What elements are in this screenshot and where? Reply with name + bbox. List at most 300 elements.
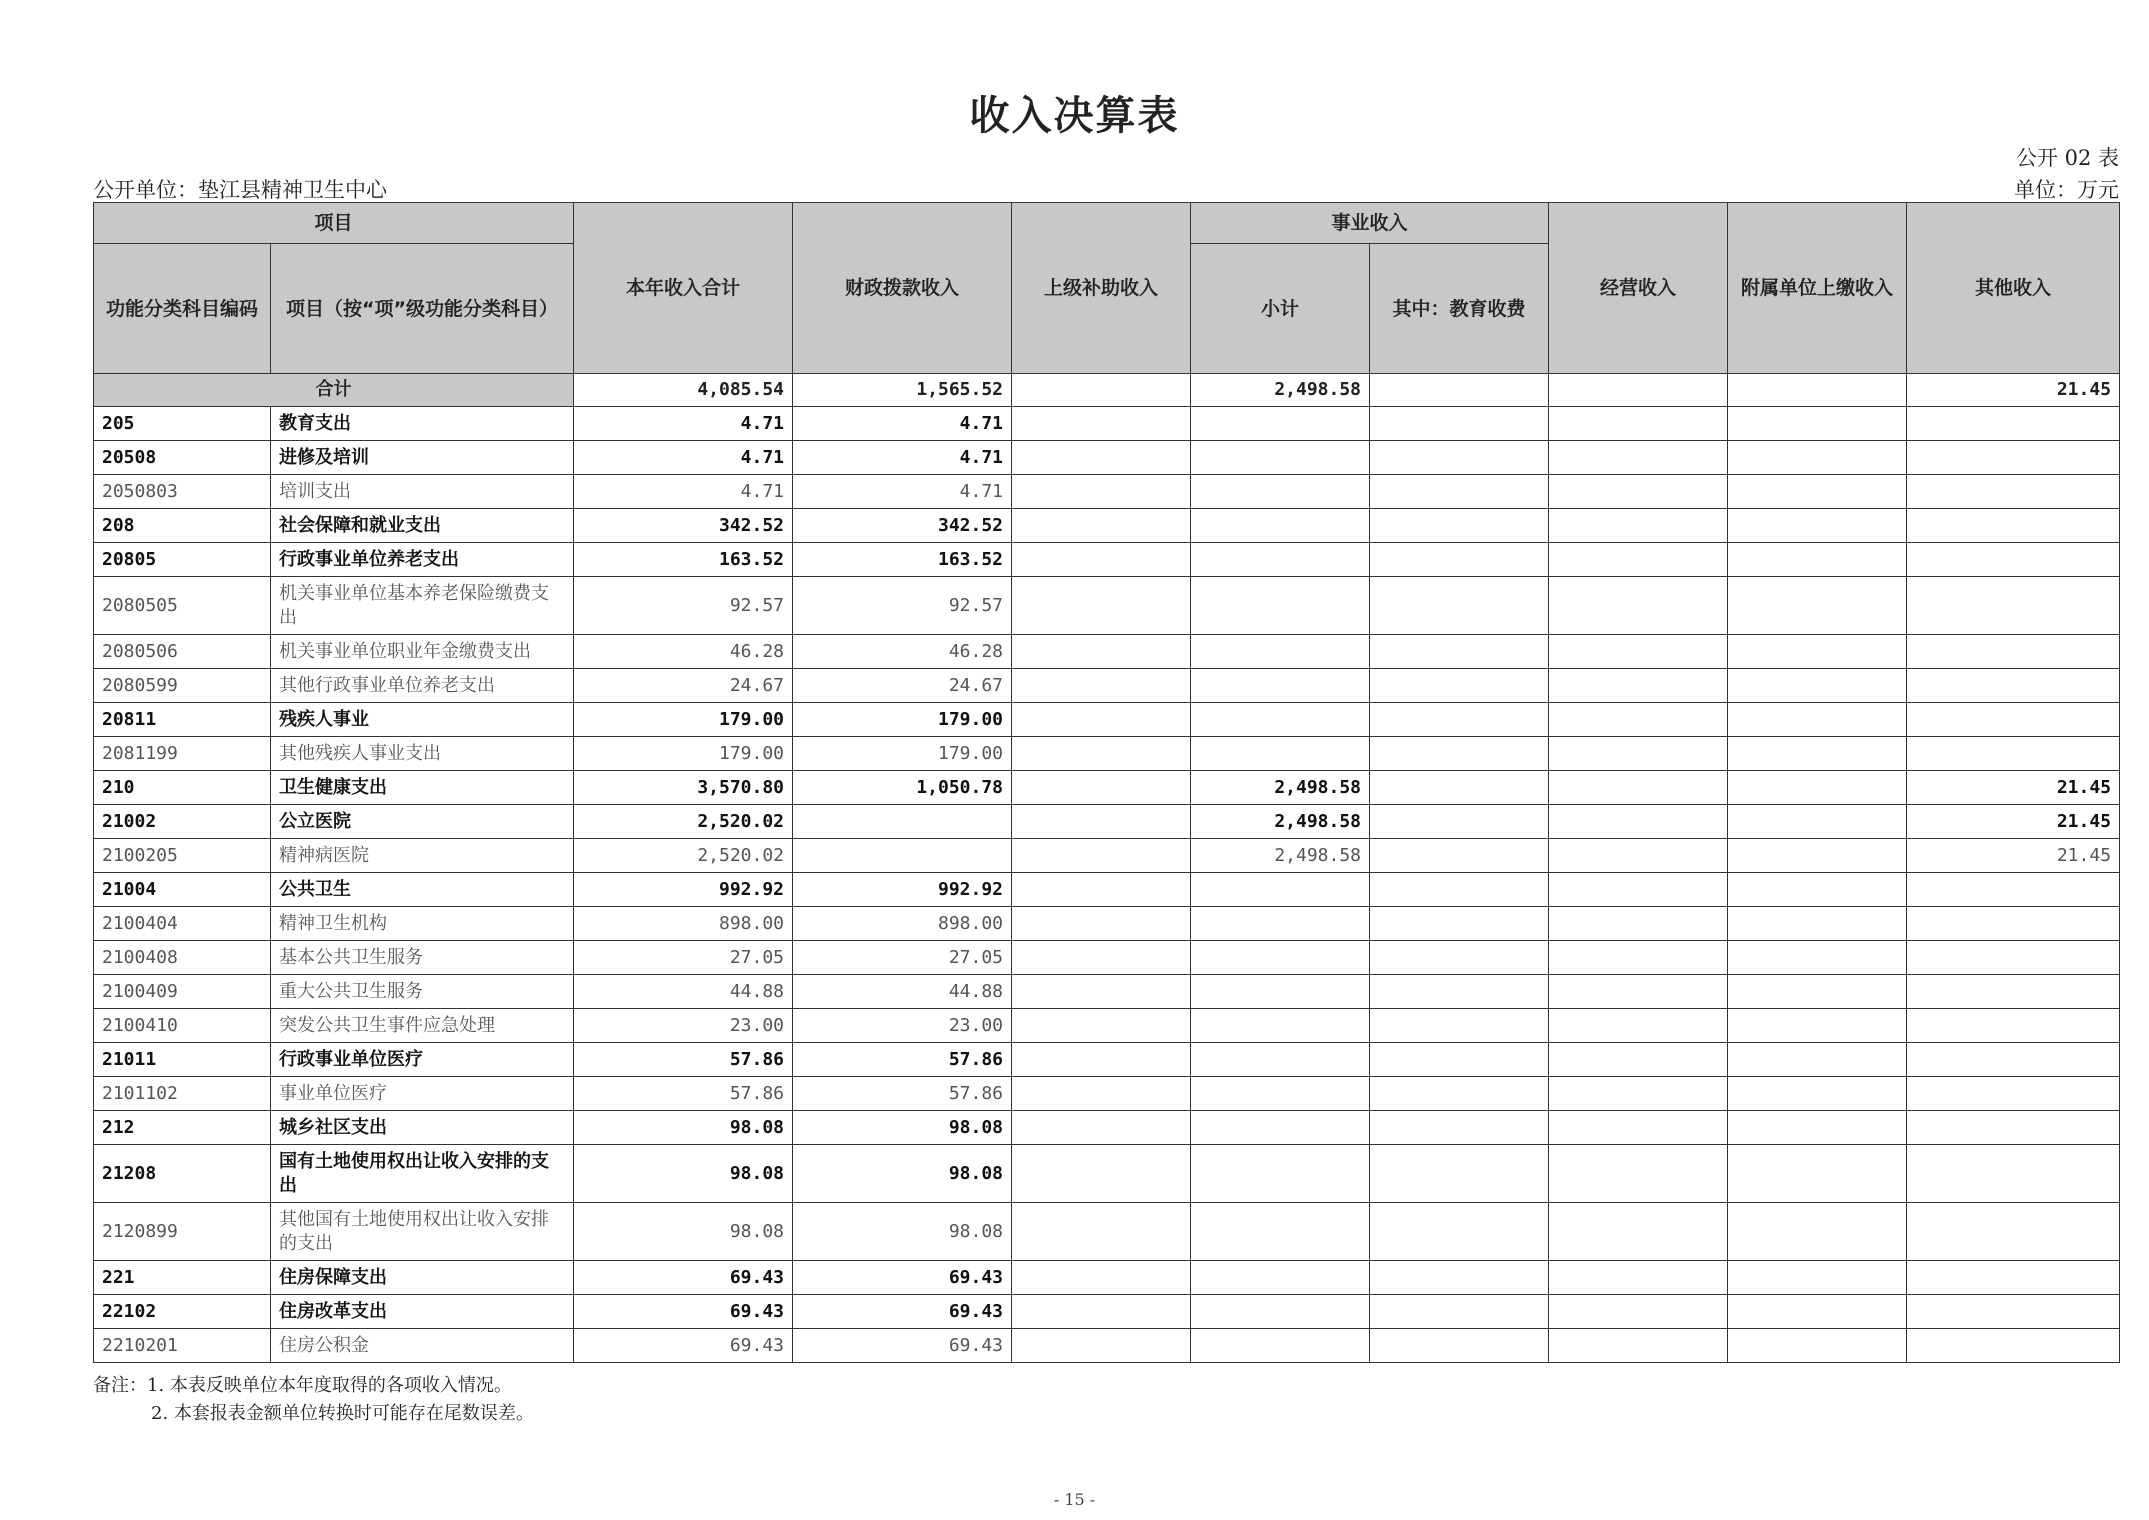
row-superior [1012, 543, 1191, 577]
row-code: 21011 [94, 1043, 271, 1077]
table-row [94, 475, 2120, 509]
row-edu-fee [1370, 1295, 1549, 1329]
row-operating [1549, 873, 1728, 907]
row-edu-fee [1370, 509, 1549, 543]
row-total: 98.08 [574, 1145, 793, 1203]
total-fiscal: 1,565.52 [793, 374, 1012, 407]
row-fiscal: 163.52 [793, 543, 1012, 577]
row-code: 208 [94, 509, 271, 543]
header-other: 其他收入 [1907, 203, 2120, 374]
row-affiliated [1728, 475, 1907, 509]
table-row [94, 635, 2120, 669]
table-row [94, 737, 2120, 771]
row-superior [1012, 907, 1191, 941]
row-name: 进修及培训 [271, 441, 574, 475]
row-name: 其他国有土地使用权出让收入安排的支出 [271, 1203, 574, 1261]
row-affiliated [1728, 1111, 1907, 1145]
row-superior [1012, 1077, 1191, 1111]
row-name: 住房保障支出 [271, 1261, 574, 1295]
row-fiscal: 98.08 [793, 1111, 1012, 1145]
row-superior [1012, 669, 1191, 703]
row-total: 98.08 [574, 1203, 793, 1261]
table-row [94, 975, 2120, 1009]
row-other [1907, 577, 2120, 635]
row-operating [1549, 407, 1728, 441]
table-row [94, 669, 2120, 703]
row-edu-fee [1370, 1009, 1549, 1043]
row-operating [1549, 509, 1728, 543]
row-fiscal: 57.86 [793, 1043, 1012, 1077]
row-fiscal: 1,050.78 [793, 771, 1012, 805]
row-edu-fee [1370, 669, 1549, 703]
row-operating [1549, 839, 1728, 873]
row-other [1907, 1043, 2120, 1077]
row-other [1907, 669, 2120, 703]
header-subtotal: 小计 [1191, 244, 1370, 374]
table-row [94, 1077, 2120, 1111]
row-total: 2,520.02 [574, 839, 793, 873]
row-affiliated [1728, 1043, 1907, 1077]
table-row [94, 1145, 2120, 1203]
row-affiliated [1728, 1295, 1907, 1329]
row-name: 社会保障和就业支出 [271, 509, 574, 543]
row-other [1907, 737, 2120, 771]
row-other [1907, 1203, 2120, 1261]
header-project: 项目 [94, 203, 574, 244]
row-fiscal: 898.00 [793, 907, 1012, 941]
total-label: 合计 [94, 374, 574, 407]
row-name: 基本公共卫生服务 [271, 941, 574, 975]
row-total: 4.71 [574, 441, 793, 475]
row-subtotal [1191, 1329, 1370, 1363]
row-superior [1012, 577, 1191, 635]
row-subtotal: 2,498.58 [1191, 805, 1370, 839]
row-superior [1012, 1043, 1191, 1077]
row-other [1907, 873, 2120, 907]
row-edu-fee [1370, 1077, 1549, 1111]
row-code: 205 [94, 407, 271, 441]
row-affiliated [1728, 805, 1907, 839]
row-total: 3,570.80 [574, 771, 793, 805]
row-other [1907, 475, 2120, 509]
row-superior [1012, 635, 1191, 669]
row-subtotal [1191, 669, 1370, 703]
row-name: 事业单位医疗 [271, 1077, 574, 1111]
row-total: 2,520.02 [574, 805, 793, 839]
table-row [94, 907, 2120, 941]
row-total: 69.43 [574, 1329, 793, 1363]
row-affiliated [1728, 975, 1907, 1009]
row-edu-fee [1370, 475, 1549, 509]
row-edu-fee [1370, 975, 1549, 1009]
table-row [94, 1329, 2120, 1363]
row-subtotal [1191, 1261, 1370, 1295]
table-row [94, 703, 2120, 737]
row-name: 教育支出 [271, 407, 574, 441]
row-operating [1549, 703, 1728, 737]
row-operating [1549, 669, 1728, 703]
row-affiliated [1728, 509, 1907, 543]
row-other [1907, 941, 2120, 975]
row-edu-fee [1370, 873, 1549, 907]
row-affiliated [1728, 577, 1907, 635]
row-superior [1012, 771, 1191, 805]
row-total: 44.88 [574, 975, 793, 1009]
row-operating [1549, 1077, 1728, 1111]
income-table [93, 202, 2120, 1363]
row-fiscal: 98.08 [793, 1203, 1012, 1261]
row-superior [1012, 975, 1191, 1009]
row-fiscal: 69.43 [793, 1295, 1012, 1329]
row-total: 992.92 [574, 873, 793, 907]
row-total: 23.00 [574, 1009, 793, 1043]
row-edu-fee [1370, 805, 1549, 839]
row-total: 98.08 [574, 1111, 793, 1145]
row-name: 培训支出 [271, 475, 574, 509]
row-operating [1549, 737, 1728, 771]
row-affiliated [1728, 441, 1907, 475]
row-subtotal [1191, 635, 1370, 669]
row-total: 898.00 [574, 907, 793, 941]
row-superior [1012, 805, 1191, 839]
row-other [1907, 407, 2120, 441]
row-superior [1012, 737, 1191, 771]
row-fiscal: 179.00 [793, 703, 1012, 737]
row-code: 2081199 [94, 737, 271, 771]
row-other [1907, 635, 2120, 669]
row-fiscal: 44.88 [793, 975, 1012, 1009]
row-subtotal [1191, 441, 1370, 475]
page-title: 收入决算表 [969, 93, 1180, 139]
header-edu-fee: 其中：教育收费 [1370, 244, 1549, 374]
row-affiliated [1728, 1261, 1907, 1295]
table-row [94, 577, 2120, 635]
row-operating [1549, 543, 1728, 577]
row-subtotal [1191, 1077, 1370, 1111]
row-name: 机关事业单位职业年金缴费支出 [271, 635, 574, 669]
row-operating [1549, 975, 1728, 1009]
row-operating [1549, 771, 1728, 805]
row-edu-fee [1370, 635, 1549, 669]
row-superior [1012, 941, 1191, 975]
row-edu-fee [1370, 907, 1549, 941]
row-operating [1549, 475, 1728, 509]
currency-unit: 单位：万元 [2014, 178, 2119, 202]
total-row [94, 374, 2120, 407]
row-affiliated [1728, 635, 1907, 669]
row-subtotal: 2,498.58 [1191, 771, 1370, 805]
row-superior [1012, 407, 1191, 441]
total-amount: 4,085.54 [574, 374, 793, 407]
row-superior [1012, 1203, 1191, 1261]
row-subtotal [1191, 475, 1370, 509]
table-row [94, 1111, 2120, 1145]
row-fiscal: 24.67 [793, 669, 1012, 703]
row-total: 4.71 [574, 475, 793, 509]
row-total: 27.05 [574, 941, 793, 975]
row-edu-fee [1370, 1261, 1549, 1295]
row-name: 重大公共卫生服务 [271, 975, 574, 1009]
row-edu-fee [1370, 1111, 1549, 1145]
row-name: 公共卫生 [271, 873, 574, 907]
row-code: 2100404 [94, 907, 271, 941]
row-fiscal: 27.05 [793, 941, 1012, 975]
row-total: 179.00 [574, 703, 793, 737]
row-affiliated [1728, 771, 1907, 805]
row-affiliated [1728, 669, 1907, 703]
row-edu-fee [1370, 703, 1549, 737]
row-total: 342.52 [574, 509, 793, 543]
row-code: 2050803 [94, 475, 271, 509]
row-operating [1549, 1329, 1728, 1363]
table-row [94, 805, 2120, 839]
row-other [1907, 907, 2120, 941]
row-subtotal [1191, 873, 1370, 907]
row-fiscal: 57.86 [793, 1077, 1012, 1111]
table-row [94, 1261, 2120, 1295]
row-operating [1549, 1111, 1728, 1145]
row-subtotal [1191, 941, 1370, 975]
row-affiliated [1728, 703, 1907, 737]
row-fiscal: 4.71 [793, 441, 1012, 475]
row-affiliated [1728, 737, 1907, 771]
row-code: 20508 [94, 441, 271, 475]
table-row [94, 771, 2120, 805]
row-superior [1012, 1261, 1191, 1295]
reporting-unit: 公开单位：垫江县精神卫生中心 [93, 178, 387, 202]
table-row [94, 407, 2120, 441]
row-operating [1549, 907, 1728, 941]
row-name: 突发公共卫生事件应急处理 [271, 1009, 574, 1043]
row-superior [1012, 475, 1191, 509]
row-fiscal: 46.28 [793, 635, 1012, 669]
row-code: 2100410 [94, 1009, 271, 1043]
row-code: 212 [94, 1111, 271, 1145]
row-superior [1012, 839, 1191, 873]
row-subtotal [1191, 1203, 1370, 1261]
total-edu-fee [1370, 374, 1549, 407]
row-code: 2120899 [94, 1203, 271, 1261]
row-edu-fee [1370, 441, 1549, 475]
row-other: 21.45 [1907, 771, 2120, 805]
note-1: 备注：1. 本表反映单位本年度取得的各项收入情况。 [93, 1375, 512, 1396]
row-total: 69.43 [574, 1295, 793, 1329]
row-subtotal [1191, 1145, 1370, 1203]
table-row [94, 1009, 2120, 1043]
row-code: 2100409 [94, 975, 271, 1009]
row-other: 21.45 [1907, 805, 2120, 839]
row-subtotal [1191, 1111, 1370, 1145]
row-code: 210 [94, 771, 271, 805]
row-other [1907, 1111, 2120, 1145]
row-edu-fee [1370, 737, 1549, 771]
row-other [1907, 1295, 2120, 1329]
row-other [1907, 1145, 2120, 1203]
total-operating [1549, 374, 1728, 407]
row-affiliated [1728, 407, 1907, 441]
row-operating [1549, 1009, 1728, 1043]
row-affiliated [1728, 941, 1907, 975]
note-2: 2. 本套报表金额单位转换时可能存在尾数误差。 [151, 1403, 534, 1424]
header-operating: 经营收入 [1549, 203, 1728, 374]
row-superior [1012, 703, 1191, 737]
row-operating [1549, 1261, 1728, 1295]
row-total: 179.00 [574, 737, 793, 771]
row-code: 2080506 [94, 635, 271, 669]
row-code: 20805 [94, 543, 271, 577]
row-superior [1012, 1009, 1191, 1043]
row-superior [1012, 1111, 1191, 1145]
table-row [94, 543, 2120, 577]
row-fiscal: 69.43 [793, 1261, 1012, 1295]
row-subtotal [1191, 407, 1370, 441]
header-superior: 上级补助收入 [1012, 203, 1191, 374]
row-other [1907, 1261, 2120, 1295]
row-total: 4.71 [574, 407, 793, 441]
row-code: 2100205 [94, 839, 271, 873]
form-code: 公开 02 表 [2015, 146, 2119, 170]
row-operating [1549, 805, 1728, 839]
row-name: 精神卫生机构 [271, 907, 574, 941]
row-total: 24.67 [574, 669, 793, 703]
row-code: 2100408 [94, 941, 271, 975]
row-total: 57.86 [574, 1077, 793, 1111]
row-affiliated [1728, 1145, 1907, 1203]
row-name: 住房改革支出 [271, 1295, 574, 1329]
row-edu-fee [1370, 1203, 1549, 1261]
row-other [1907, 543, 2120, 577]
row-code: 2210201 [94, 1329, 271, 1363]
row-operating [1549, 1203, 1728, 1261]
row-fiscal: 992.92 [793, 873, 1012, 907]
row-operating [1549, 1295, 1728, 1329]
row-other [1907, 1009, 2120, 1043]
row-name: 其他行政事业单位养老支出 [271, 669, 574, 703]
row-superior [1012, 1295, 1191, 1329]
row-affiliated [1728, 1203, 1907, 1261]
row-other [1907, 1077, 2120, 1111]
row-edu-fee [1370, 543, 1549, 577]
table-row [94, 1295, 2120, 1329]
row-other [1907, 441, 2120, 475]
page-number: - 15 - [1053, 1490, 1096, 1509]
row-name: 城乡社区支出 [271, 1111, 574, 1145]
notes [93, 1372, 534, 1428]
header-fiscal: 财政拨款收入 [793, 203, 1012, 374]
row-subtotal [1191, 543, 1370, 577]
row-affiliated [1728, 1077, 1907, 1111]
row-subtotal [1191, 1043, 1370, 1077]
row-fiscal: 4.71 [793, 407, 1012, 441]
table-row [94, 873, 2120, 907]
row-operating [1549, 635, 1728, 669]
header-affiliated: 附属单位上缴收入 [1728, 203, 1907, 374]
table-row [94, 941, 2120, 975]
row-subtotal [1191, 737, 1370, 771]
row-code: 21002 [94, 805, 271, 839]
table-row [94, 839, 2120, 873]
header-code: 功能分类科目编码 [94, 244, 271, 374]
row-name: 卫生健康支出 [271, 771, 574, 805]
total-other: 21.45 [1907, 374, 2120, 407]
row-superior [1012, 441, 1191, 475]
row-code: 221 [94, 1261, 271, 1295]
total-affiliated [1728, 374, 1907, 407]
row-operating [1549, 1043, 1728, 1077]
row-name: 公立医院 [271, 805, 574, 839]
row-code: 22102 [94, 1295, 271, 1329]
row-edu-fee [1370, 1329, 1549, 1363]
row-name: 其他残疾人事业支出 [271, 737, 574, 771]
row-affiliated [1728, 1009, 1907, 1043]
row-total: 69.43 [574, 1261, 793, 1295]
row-other [1907, 509, 2120, 543]
row-fiscal: 69.43 [793, 1329, 1012, 1363]
total-superior [1012, 374, 1191, 407]
row-code: 2101102 [94, 1077, 271, 1111]
header-business: 事业收入 [1191, 203, 1549, 244]
row-code: 2080505 [94, 577, 271, 635]
row-superior [1012, 873, 1191, 907]
table-row [94, 1043, 2120, 1077]
row-subtotal [1191, 577, 1370, 635]
row-edu-fee [1370, 771, 1549, 805]
row-subtotal [1191, 975, 1370, 1009]
row-code: 20811 [94, 703, 271, 737]
row-code: 21004 [94, 873, 271, 907]
row-operating [1549, 941, 1728, 975]
row-total: 92.57 [574, 577, 793, 635]
row-fiscal: 4.71 [793, 475, 1012, 509]
row-other: 21.45 [1907, 839, 2120, 873]
table-row [94, 441, 2120, 475]
row-operating [1549, 1145, 1728, 1203]
row-fiscal: 23.00 [793, 1009, 1012, 1043]
row-edu-fee [1370, 941, 1549, 975]
row-affiliated [1728, 1329, 1907, 1363]
table-row [94, 1203, 2120, 1261]
row-edu-fee [1370, 577, 1549, 635]
header-total: 本年收入合计 [574, 203, 793, 374]
row-edu-fee [1370, 407, 1549, 441]
row-subtotal [1191, 703, 1370, 737]
row-name: 行政事业单位医疗 [271, 1043, 574, 1077]
row-edu-fee [1370, 1145, 1549, 1203]
total-subtotal: 2,498.58 [1191, 374, 1370, 407]
row-fiscal [793, 805, 1012, 839]
row-other [1907, 1329, 2120, 1363]
row-total: 163.52 [574, 543, 793, 577]
row-name: 行政事业单位养老支出 [271, 543, 574, 577]
row-subtotal [1191, 907, 1370, 941]
row-name: 精神病医院 [271, 839, 574, 873]
table-row [94, 509, 2120, 543]
row-name: 国有土地使用权出让收入安排的支出 [271, 1145, 574, 1203]
row-superior [1012, 509, 1191, 543]
row-name: 残疾人事业 [271, 703, 574, 737]
row-operating [1549, 441, 1728, 475]
row-fiscal [793, 839, 1012, 873]
row-edu-fee [1370, 839, 1549, 873]
row-name: 机关事业单位基本养老保险缴费支出 [271, 577, 574, 635]
row-name: 住房公积金 [271, 1329, 574, 1363]
row-superior [1012, 1329, 1191, 1363]
row-total: 46.28 [574, 635, 793, 669]
row-fiscal: 342.52 [793, 509, 1012, 543]
row-fiscal: 98.08 [793, 1145, 1012, 1203]
row-code: 2080599 [94, 669, 271, 703]
row-affiliated [1728, 839, 1907, 873]
